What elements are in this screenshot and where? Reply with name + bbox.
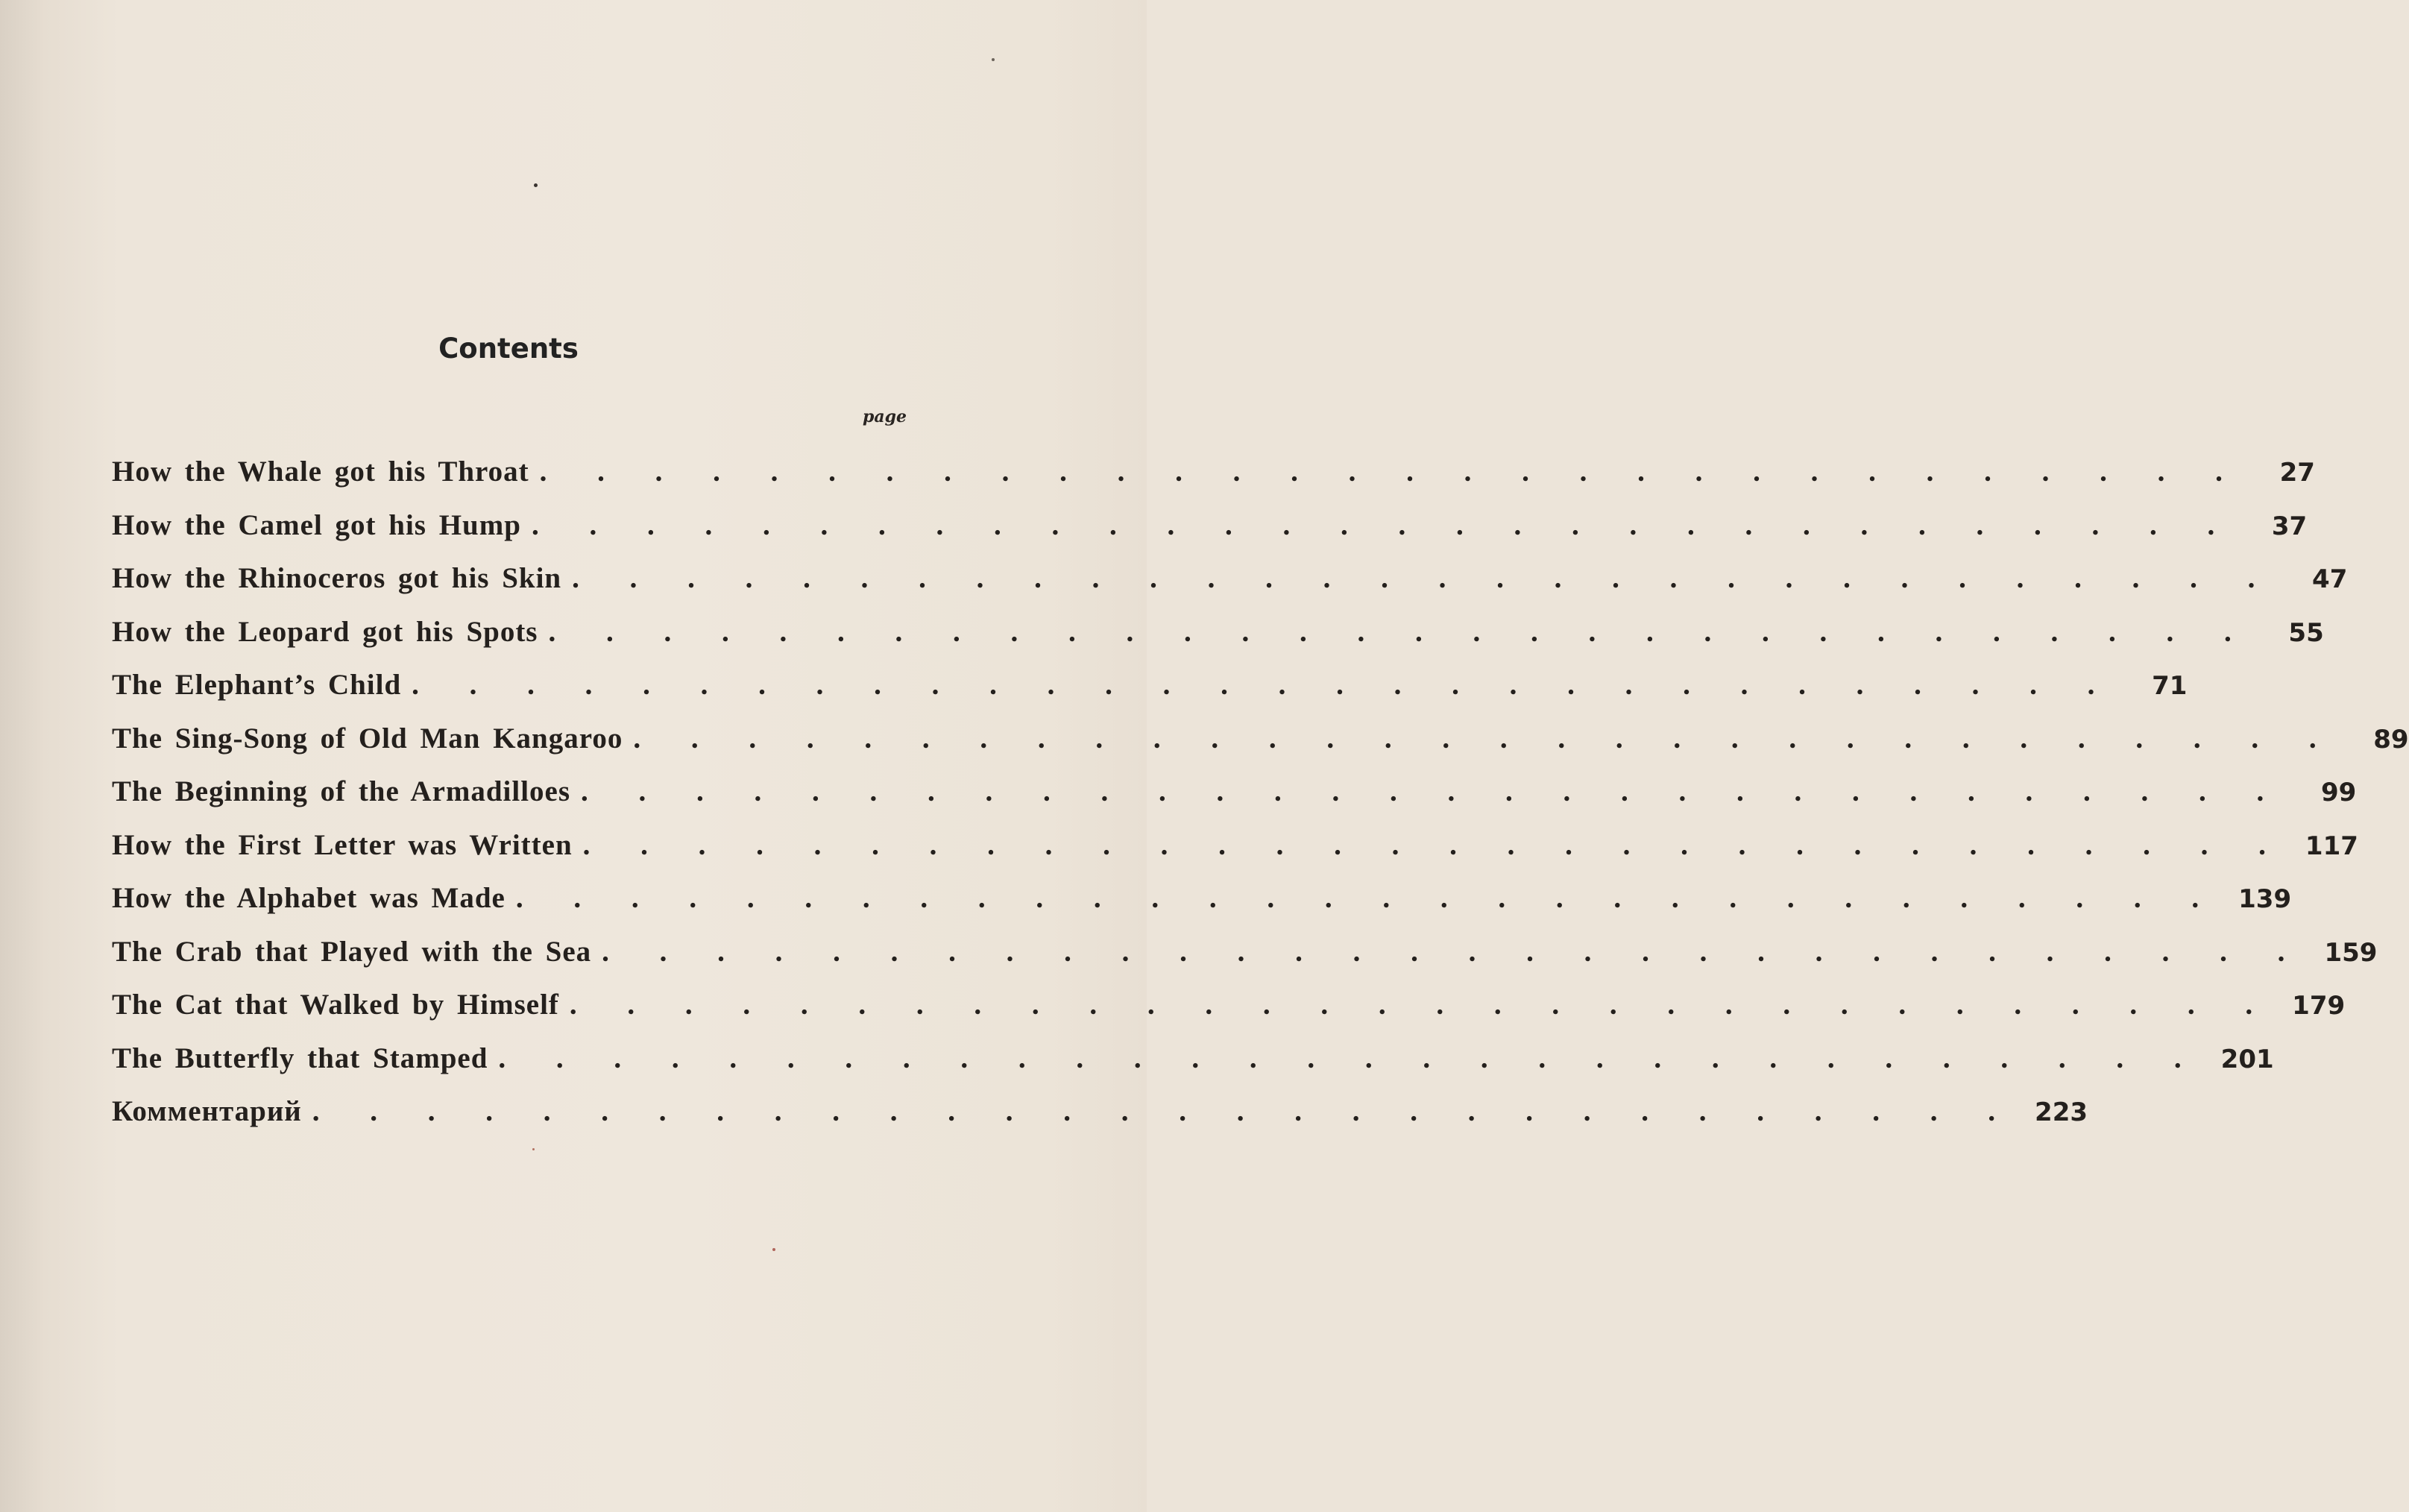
toc-entry-title: The Elephant’s Child: [112, 669, 402, 701]
toc-entry-title: The Butterfly that Stamped: [112, 1042, 488, 1074]
toc-entry[interactable]: [112, 775, 2357, 828]
table-of-contents: [112, 455, 2409, 1148]
toc-entry-page: 139: [2238, 884, 2292, 914]
toc-entry-page: 89: [2373, 724, 2409, 755]
toc-entry-title: How the Rhinoceros got his Skin: [112, 562, 562, 594]
toc-entry-page: 27: [2279, 458, 2315, 488]
toc-entry-title: The Beginning of the Armadilloes: [112, 775, 571, 807]
paper-speck: [772, 1248, 775, 1251]
toc-entry[interactable]: [112, 1042, 2274, 1095]
dot-leader: . . . . . . . . . . . . . . . . . . . . . . . . . . . . . .: [539, 456, 2242, 488]
page-column-label: page: [862, 407, 907, 426]
dot-leader: . . . . . . . . . . . . . . . . . . . . . . . . . . . . . .: [602, 935, 2305, 968]
toc-entry[interactable]: [112, 455, 2315, 508]
page-title: Contents: [438, 333, 579, 365]
toc-entry-title: The Cat that Walked by Himself: [112, 989, 559, 1021]
toc-entry-page: 179: [2292, 991, 2346, 1021]
toc-entry[interactable]: [112, 935, 2378, 989]
dot-leader: . . . . . . . . . . . . . . . . . . . . . . . . . . . . . .: [569, 989, 2273, 1021]
dot-leader: . . . . . . . . . . . . . . . . . . . . . . . . . . . . . .: [515, 882, 2219, 914]
toc-entry[interactable]: [112, 615, 2324, 669]
toc-entry[interactable]: [112, 881, 2292, 935]
toc-entry-title: How the Alphabet was Made: [112, 882, 506, 914]
dot-leader: . . . . . . . . . . . . . . . . . . . . . . . . . . . . . .: [498, 1042, 2201, 1074]
dot-leader: . . . . . . . . . . . . . . . . . . . . . . . . . . . . . .: [582, 828, 2285, 861]
toc-entry-page: 47: [2312, 564, 2348, 594]
paper-speck: [534, 183, 538, 187]
dot-leader: . . . . . . . . . . . . . . . . . . . . . . . . . . . . . .: [633, 722, 2336, 755]
toc-entry-page: 99: [2320, 778, 2357, 807]
toc-entry-title: How the Whale got his Throat: [112, 456, 529, 488]
dot-leader: . . . . . . . . . . . . . . . . . . . . . . . . . . . . . .: [312, 1095, 2015, 1127]
toc-entry-title: Комментарий: [112, 1095, 302, 1127]
paper-speck: [992, 58, 995, 61]
toc-entry[interactable]: [112, 988, 2346, 1042]
toc-entry[interactable]: [112, 722, 2409, 775]
toc-entry[interactable]: [112, 668, 2188, 722]
toc-entry-title: How the Leopard got his Spots: [112, 615, 538, 648]
toc-entry-page: 55: [2288, 617, 2324, 648]
toc-entry[interactable]: [112, 508, 2308, 562]
dot-leader: . . . . . . . . . . . . . . . . . . . . . . . . . . . . . .: [548, 615, 2251, 648]
toc-entry-page: 37: [2271, 511, 2308, 541]
toc-entry-title: How the First Letter was Written: [112, 828, 573, 861]
toc-entry-page: 201: [2220, 1044, 2274, 1074]
dot-leader: . . . . . . . . . . . . . . . . . . . . . . . . . . . . . .: [412, 669, 2114, 701]
toc-entry-page: 71: [2152, 671, 2188, 701]
toc-entry-page: 223: [2035, 1097, 2088, 1127]
dot-leader: . . . . . . . . . . . . . . . . . . . . . . . . . . . . . .: [572, 562, 2275, 594]
paper-speck: [532, 1148, 535, 1150]
toc-entry-page: 117: [2305, 831, 2358, 861]
toc-entry[interactable]: [112, 561, 2348, 615]
toc-entry[interactable]: [112, 828, 2358, 882]
toc-entry-page: 159: [2324, 937, 2378, 968]
toc-entry[interactable]: [112, 1094, 2088, 1148]
dot-leader: . . . . . . . . . . . . . . . . . . . . . . . . . . . . . .: [531, 508, 2235, 541]
toc-entry-title: The Sing-Song of Old Man Kangaroo: [112, 722, 623, 755]
dot-leader: . . . . . . . . . . . . . . . . . . . . . . . . . . . . . .: [581, 775, 2284, 807]
toc-entry-title: How the Camel got his Hump: [112, 508, 521, 541]
toc-entry-title: The Crab that Played with the Sea: [112, 935, 592, 968]
